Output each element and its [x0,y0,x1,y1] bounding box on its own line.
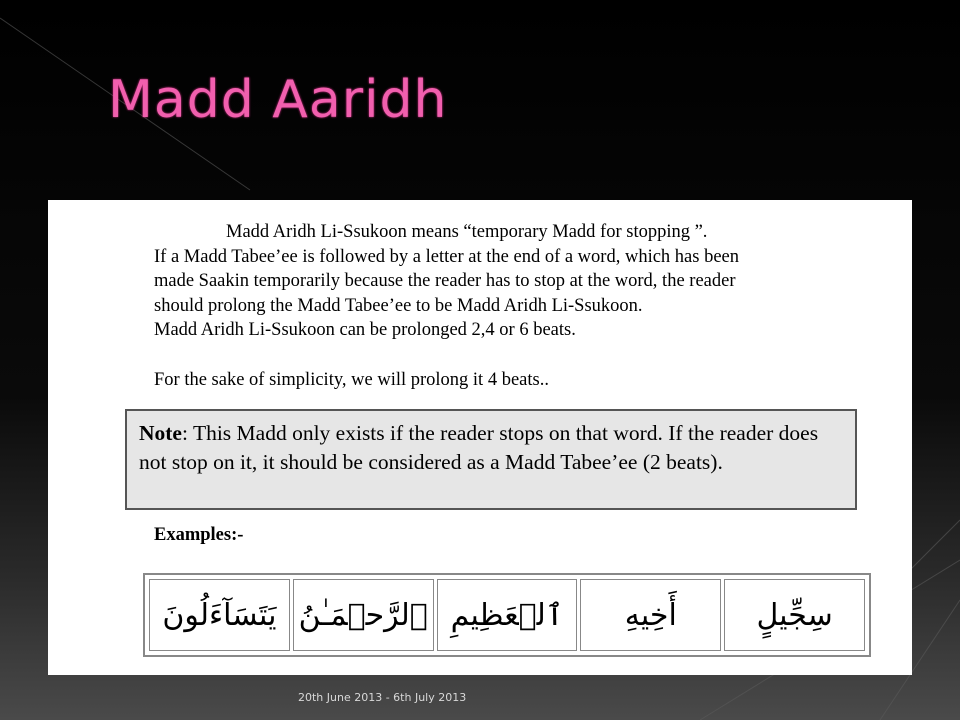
examples-label: Examples:- [154,525,244,545]
paragraph-line: should prolong the Madd Tabee’ee to be Madd Aridh Li-Ssukoon. [154,295,643,316]
example-word: يَتَسَآءَلُونَ [149,579,290,651]
paragraph-line: made Saakin temporarily because the reader has to stop at the word, the reader [154,271,736,291]
paragraph-line: Madd Aridh Li-Ssukoon can be prolonged 2,4 or 6 beats. [154,320,576,340]
example-word: أَخِيهِ [580,579,721,651]
simplicity-text: For the sake of simplicity, we will prolong it 4 beats.. [154,370,549,390]
slide-title: Madd Aaridh [108,70,448,130]
content-panel [48,200,912,675]
example-word: ٱلرَّحۡمَـٰنُ [293,579,434,651]
note-text: : This Madd only exists if the reader stops on that word. If the reader does not stop on it, it should be considered as a Madd Tabee’ee (2 beats). [139,421,819,474]
example-word: سِجِّيلٍ [724,579,865,651]
examples-table [143,573,871,657]
paragraph-line: If a Madd Tabee’ee is followed by a letter at the end of a word, which has been [154,246,739,267]
paragraph-line: Madd Aridh Li-Ssukoon means “temporary Madd for stopping ”. [226,222,708,242]
note-box [125,409,857,510]
footer-date: 20th June 2013 - 6th July 2013 [298,691,467,704]
note-label: Note [139,421,182,445]
example-word: ٱلۡعَظِيمِ [437,579,578,651]
definition-paragraph [154,220,854,343]
